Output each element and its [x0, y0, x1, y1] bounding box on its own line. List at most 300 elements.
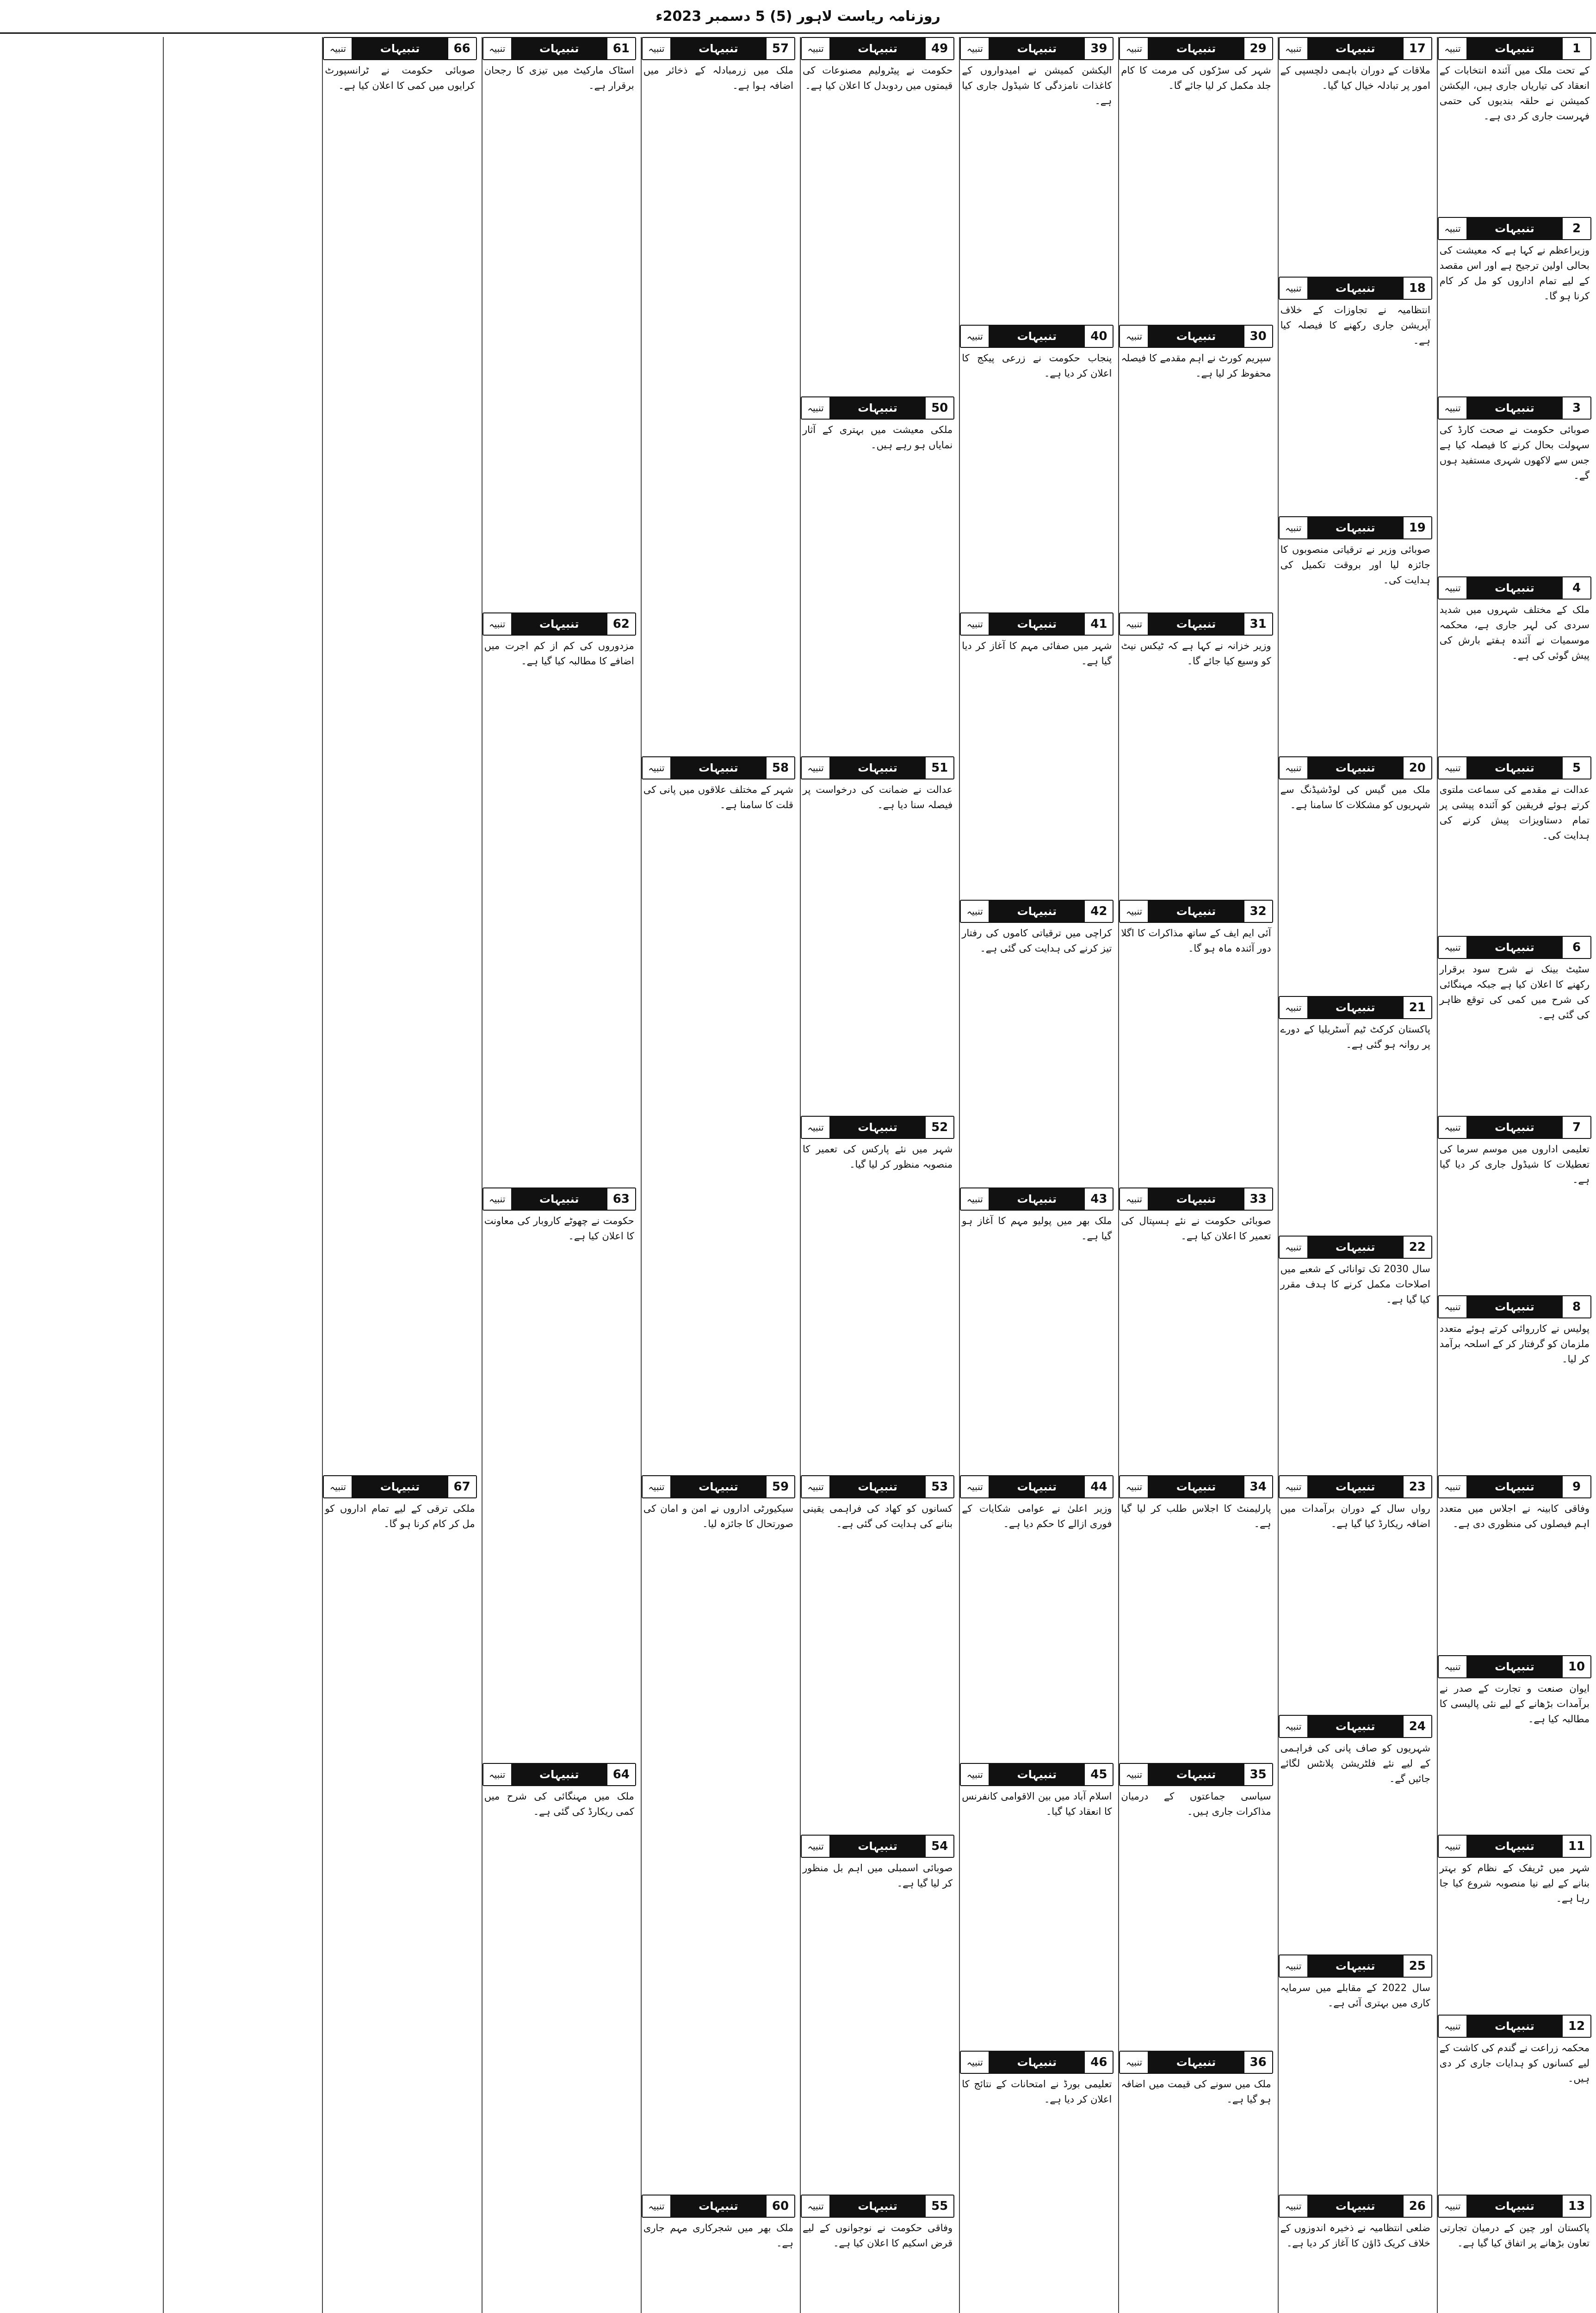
item-header — [960, 2051, 1113, 2074]
item-number: 36 — [1243, 2052, 1272, 2073]
item-text: شہر کی سڑکوں کی مرمت کا کام جلد مکمل کر لیا جائے گا۔ — [1121, 65, 1271, 91]
item-text: کراچی میں ترقیاتی کاموں کی رفتار تیز کرنے کی ہدایت کی گئی ہے۔ — [962, 928, 1112, 954]
item-header — [1279, 516, 1432, 539]
news-column — [1118, 37, 1273, 2313]
item-text: شہر میں ٹریفک کے نظام کو بہتر بنانے کے لیے نیا منصوبہ شروع کیا جا رہا ہے۔ — [1439, 1862, 1590, 1905]
short-label: تنبیہ — [961, 38, 990, 59]
item-header — [1119, 1187, 1273, 1211]
section-label: تنبیہات — [671, 1476, 766, 1497]
section-label: تنبیہات — [990, 38, 1084, 59]
item-number: 60 — [766, 2195, 794, 2217]
news-item — [801, 756, 954, 1112]
short-label: تنبیہ — [483, 38, 512, 59]
item-text: پنجاب حکومت نے زرعی پیکج کا اعلان کر دیا ہے۔ — [962, 352, 1112, 379]
item-text: صوبائی اسمبلی میں اہم بل منظور کر لیا گیا ہے۔ — [802, 1862, 953, 1889]
news-item — [1438, 217, 1591, 393]
item-number: 64 — [606, 1764, 635, 1785]
item-text: ملاقات کے دوران باہمی دلچسپی کے امور پر تبادلہ خیال کیا گیا۔ — [1280, 65, 1430, 91]
short-label: تنبیہ — [1439, 397, 1467, 419]
item-text: شہر میں نئے پارکس کی تعمیر کا منصوبہ منظور کر لیا گیا۔ — [802, 1143, 953, 1170]
news-item — [1119, 900, 1273, 1184]
section-label: تنبیہات — [830, 1836, 925, 1857]
item-header — [1279, 996, 1432, 1019]
item-number: 10 — [1562, 1656, 1590, 1677]
news-item — [1279, 1715, 1432, 1951]
news-item — [1279, 516, 1432, 752]
item-text: آئی ایم ایف کے ساتھ مذاکرات کا اگلا دور آئندہ ماہ ہو گا۔ — [1121, 928, 1271, 954]
item-number: 49 — [925, 38, 953, 59]
item-header — [483, 37, 636, 60]
item-number: 55 — [925, 2195, 953, 2217]
section-label: تنبیہات — [1467, 2016, 1562, 2037]
item-header — [801, 1475, 954, 1498]
section-label: تنبیہات — [1467, 38, 1562, 59]
news-item — [960, 1475, 1113, 1759]
short-label: تنبیہ — [1280, 38, 1308, 59]
item-number: 26 — [1403, 2195, 1431, 2217]
news-item — [1119, 1475, 1273, 1759]
news-item — [801, 2195, 954, 2313]
item-number: 58 — [766, 757, 794, 779]
item-text: کے تحت ملک میں آئندہ انتخابات کے انعقاد کی تیاریاں جاری ہیں، الیکشن کمیشن نے حلقہ بندیوں کی حتمی فہرست جاری کر دی ہے۔ — [1439, 65, 1590, 122]
news-item — [1119, 612, 1273, 897]
short-label: تنبیہ — [1439, 757, 1467, 779]
item-text: حکومت نے چھوٹے کاروبار کی معاونت کا اعلان کیا ہے۔ — [484, 1215, 634, 1242]
section-label: تنبیہات — [1467, 2195, 1562, 2217]
item-number: 62 — [606, 613, 635, 635]
item-text: ملکی معیشت میں بہتری کے آثار نمایاں ہو رہے ہیں۔ — [802, 424, 953, 451]
short-label: تنبیہ — [961, 326, 990, 347]
news-item — [1438, 936, 1591, 1112]
item-text: سال 2030 تک توانائی کے شعبے میں اصلاحات مکمل کرنے کا ہدف مقرر کیا گیا ہے۔ — [1280, 1263, 1430, 1305]
short-label: تنبیہ — [1280, 1955, 1308, 1977]
news-column — [959, 37, 1113, 2313]
item-header — [1279, 37, 1432, 60]
item-text: سٹیٹ بینک نے شرح سود برقرار رکھنے کا اعلان کیا ہے جبکہ مہنگائی کی شرح میں کمی کی توقع ظاہر کی گئی ہے۔ — [1439, 964, 1590, 1021]
short-label: تنبیہ — [1439, 1656, 1467, 1677]
news-item — [1438, 2015, 1591, 2191]
news-item — [1279, 756, 1432, 992]
section-label: تنبیہات — [512, 1764, 606, 1785]
item-text: صوبائی حکومت نے ٹرانسپورٹ کرایوں میں کمی کا اعلان کیا ہے۔ — [325, 65, 475, 91]
news-item — [483, 1187, 636, 1759]
section-label: تنبیہات — [1467, 937, 1562, 958]
item-text: ملک میں سونے کی قیمت میں اضافہ ہو گیا ہے۔ — [1121, 2078, 1271, 2105]
item-number: 63 — [606, 1188, 635, 1210]
item-header — [1279, 756, 1432, 779]
item-text: وفاقی کابینہ نے اجلاس میں متعدد اہم فیصلوں کی منظوری دی ہے۔ — [1439, 1503, 1590, 1529]
item-header — [1438, 1295, 1591, 1318]
section-label: تنبیہات — [990, 1188, 1084, 1210]
news-item — [1279, 996, 1432, 1232]
item-text: ملک میں گیس کی لوڈشیڈنگ سے شہریوں کو مشکلات کا سامنا ہے۔ — [1280, 784, 1430, 810]
short-label: تنبیہ — [1439, 577, 1467, 599]
section-label: تنبیہات — [1149, 1476, 1243, 1497]
short-label: تنبیہ — [1280, 278, 1308, 299]
section-label: تنبیہات — [1467, 1117, 1562, 1138]
section-label: تنبیہات — [1467, 218, 1562, 239]
short-label: تنبیہ — [1120, 2052, 1149, 2073]
item-header — [801, 1835, 954, 1858]
item-number: 51 — [925, 757, 953, 779]
short-label: تنبیہ — [1120, 326, 1149, 347]
item-text: مزدوروں کی کم از کم اجرت میں اضافے کا مطالبہ کیا گیا ہے۔ — [484, 640, 634, 667]
item-text: صوبائی وزیر نے ترقیاتی منصوبوں کا جائزہ لیا اور بروقت تکمیل کی ہدایت کی۔ — [1280, 544, 1430, 586]
item-number: 17 — [1403, 38, 1431, 59]
item-number: 23 — [1403, 1476, 1431, 1497]
section-label: تنبیہات — [1308, 2195, 1403, 2217]
item-number: 5 — [1562, 757, 1590, 779]
item-text: ایوان صنعت و تجارت کے صدر نے برآمدات بڑھانے کے لیے نئی پالیسی کا مطالبہ کیا ہے۔ — [1439, 1682, 1590, 1725]
item-text: عدالت نے ضمانت کی درخواست پر فیصلہ سنا دیا ہے۔ — [802, 784, 953, 810]
item-header — [1438, 217, 1591, 240]
section-label: تنبیہات — [1308, 1716, 1403, 1737]
short-label: تنبیہ — [1280, 1476, 1308, 1497]
item-number: 67 — [447, 1476, 476, 1497]
item-header — [642, 2195, 795, 2218]
item-number: 7 — [1562, 1117, 1590, 1138]
short-label: تنبیہ — [643, 2195, 671, 2217]
news-item — [642, 37, 795, 753]
news-item — [801, 396, 954, 752]
short-label: تنبیہ — [1439, 1296, 1467, 1317]
item-header — [642, 37, 795, 60]
short-label: تنبیہ — [1120, 1188, 1149, 1210]
short-label: تنبیہ — [1439, 1476, 1467, 1497]
item-header — [801, 37, 954, 60]
item-number: 45 — [1084, 1764, 1113, 1785]
section-label: تنبیہات — [1467, 1836, 1562, 1857]
short-label: تنبیہ — [802, 757, 830, 779]
news-column — [322, 37, 476, 2313]
item-number: 21 — [1403, 997, 1431, 1018]
short-label: تنبیہ — [1280, 757, 1308, 779]
item-number: 61 — [606, 38, 635, 59]
news-item — [1119, 1763, 1273, 2047]
section-label: تنبیہات — [1308, 278, 1403, 299]
short-label: تنبیہ — [802, 1476, 830, 1497]
item-text: صوبائی حکومت نے نئے ہسپتال کی تعمیر کا اعلان کیا ہے۔ — [1121, 1215, 1271, 1242]
news-item — [1279, 2195, 1432, 2313]
item-header — [1119, 1475, 1273, 1498]
news-item — [1438, 37, 1591, 213]
news-item — [960, 1763, 1113, 2047]
item-number: 43 — [1084, 1188, 1113, 1210]
news-item — [642, 1475, 795, 2191]
news-item — [960, 1187, 1113, 1472]
short-label: تنبیہ — [1120, 901, 1149, 922]
item-header — [960, 1187, 1113, 1211]
section-label: تنبیہات — [990, 326, 1084, 347]
section-label: تنبیہات — [512, 38, 606, 59]
item-header — [323, 1475, 476, 1498]
item-header — [1438, 1116, 1591, 1139]
news-item — [1119, 325, 1273, 609]
item-header — [1438, 2015, 1591, 2038]
item-header — [1438, 756, 1591, 779]
item-text: ضلعی انتظامیہ نے ذخیرہ اندوزوں کے خلاف کریک ڈاؤن کا آغاز کر دیا ہے۔ — [1280, 2222, 1430, 2249]
section-label: تنبیہات — [353, 38, 447, 59]
item-number: 59 — [766, 1476, 794, 1497]
short-label: تنبیہ — [324, 1476, 353, 1497]
news-column — [1278, 37, 1432, 2313]
news-item — [960, 325, 1113, 609]
short-label: تنبیہ — [802, 2195, 830, 2217]
news-item — [1279, 1475, 1432, 1711]
item-number: 41 — [1084, 613, 1113, 635]
news-item — [1119, 37, 1273, 321]
item-header — [1279, 2195, 1432, 2218]
item-text: ملک میں مہنگائی کی شرح میں کمی ریکارڈ کی گئی ہے۔ — [484, 1790, 634, 1817]
item-header — [960, 37, 1113, 60]
news-columns — [5, 37, 1591, 2313]
item-header — [1438, 396, 1591, 420]
news-item — [1279, 37, 1432, 273]
short-label: تنبیہ — [1280, 1237, 1308, 1258]
section-label: تنبیہات — [1308, 1237, 1403, 1258]
item-header — [1438, 1835, 1591, 1858]
masthead: روزنامہ ریاست لاہور (5) 5 دسمبر 2023ء — [0, 0, 1596, 34]
short-label: تنبیہ — [1439, 2016, 1467, 2037]
item-text: وزیراعظم نے کہا ہے کہ معیشت کی بحالی اولین ترجیح ہے اور اس مقصد کے لیے تمام اداروں کو مل کر کام کرنا ہو گا۔ — [1439, 244, 1590, 302]
news-item — [483, 37, 636, 609]
section-label: تنبیہات — [1308, 1476, 1403, 1497]
item-text: اسلام آباد میں بین الاقوامی کانفرنس کا انعقاد کیا گیا۔ — [962, 1790, 1112, 1817]
item-header — [960, 612, 1113, 636]
item-text: اسٹاک مارکیٹ میں تیزی کا رجحان برقرار ہے۔ — [484, 65, 634, 91]
section-label: تنبیہات — [830, 757, 925, 779]
short-label: تنبیہ — [1280, 2195, 1308, 2217]
section-label: تنبیہات — [1149, 613, 1243, 635]
item-header — [1279, 1475, 1432, 1498]
item-number: 2 — [1562, 218, 1590, 239]
news-item — [1279, 277, 1432, 513]
item-header — [1119, 1763, 1273, 1786]
item-number: 18 — [1403, 278, 1431, 299]
news-item — [1438, 576, 1591, 753]
item-header — [801, 2195, 954, 2218]
item-header — [1438, 936, 1591, 959]
item-text: پارلیمنٹ کا اجلاس طلب کر لیا گیا ہے۔ — [1121, 1503, 1271, 1529]
news-column — [800, 37, 954, 2313]
news-item — [801, 1475, 954, 1831]
news-column — [482, 37, 636, 2313]
item-number: 9 — [1562, 1476, 1590, 1497]
short-label: تنبیہ — [483, 1764, 512, 1785]
item-header — [642, 1475, 795, 1498]
item-header — [1119, 900, 1273, 923]
item-text: پاکستان کرکٹ ٹیم آسٹریلیا کے دورے پر روانہ ہو گئی ہے۔ — [1280, 1023, 1430, 1050]
short-label: تنبیہ — [643, 1476, 671, 1497]
section-label: تنبیہات — [990, 901, 1084, 922]
item-header — [483, 612, 636, 636]
section-label: تنبیہات — [990, 1476, 1084, 1497]
section-label: تنبیہات — [1308, 1955, 1403, 1977]
section-label: تنبیہات — [1467, 1656, 1562, 1677]
item-text: ملک کے مختلف شہروں میں شدید سردی کی لہر جاری ہے، محکمہ موسمیات نے آئندہ ہفتے بارش کی پیش گوئی کی ہے۔ — [1439, 604, 1590, 661]
item-text: شہریوں کو صاف پانی کی فراہمی کے لیے نئے فلٹریشن پلانٹس لگائے جائیں گے۔ — [1280, 1743, 1430, 1785]
item-header — [801, 1116, 954, 1139]
short-label: تنبیہ — [1439, 218, 1467, 239]
item-header — [960, 325, 1113, 348]
section-label: تنبیہات — [1467, 1476, 1562, 1497]
item-number: 53 — [925, 1476, 953, 1497]
item-number: 3 — [1562, 397, 1590, 419]
item-header — [801, 396, 954, 420]
section-label: تنبیہات — [671, 2195, 766, 2217]
news-column — [5, 37, 158, 2313]
news-item — [960, 612, 1113, 897]
news-item — [960, 37, 1113, 321]
short-label: تنبیہ — [1280, 1716, 1308, 1737]
item-number: 13 — [1562, 2195, 1590, 2217]
section-label: تنبیہات — [830, 38, 925, 59]
item-header — [1438, 37, 1591, 60]
section-label: تنبیہات — [830, 2195, 925, 2217]
news-column — [641, 37, 795, 2313]
short-label: تنبیہ — [1439, 937, 1467, 958]
section-label: تنبیہات — [1308, 757, 1403, 779]
item-header — [1438, 2195, 1591, 2218]
item-header — [1438, 1655, 1591, 1678]
item-header — [960, 1763, 1113, 1786]
short-label: تنبیہ — [643, 757, 671, 779]
item-header — [1279, 1715, 1432, 1738]
item-number: 54 — [925, 1836, 953, 1857]
item-number: 30 — [1243, 326, 1272, 347]
short-label: تنبیہ — [483, 613, 512, 635]
short-label: تنبیہ — [1439, 2195, 1467, 2217]
section-label: تنبیہات — [1149, 901, 1243, 922]
section-label: تنبیہات — [990, 613, 1084, 635]
short-label: تنبیہ — [961, 1476, 990, 1497]
short-label: تنبیہ — [1120, 1764, 1149, 1785]
news-item — [1279, 1954, 1432, 2190]
item-number: 8 — [1562, 1296, 1590, 1317]
short-label: تنبیہ — [1439, 1836, 1467, 1857]
short-label: تنبیہ — [802, 1117, 830, 1138]
item-header — [1119, 37, 1273, 60]
news-item — [801, 37, 954, 393]
item-text: ملک بھر میں پولیو مہم کا آغاز ہو گیا ہے۔ — [962, 1215, 1112, 1242]
section-label: تنبیہات — [512, 613, 606, 635]
news-item — [1438, 2195, 1591, 2313]
item-number: 12 — [1562, 2016, 1590, 2037]
item-number: 52 — [925, 1117, 953, 1138]
section-label: تنبیہات — [671, 38, 766, 59]
item-number: 39 — [1084, 38, 1113, 59]
section-label: تنبیہات — [1149, 326, 1243, 347]
item-text: وزیر خزانہ نے کہا ہے کہ ٹیکس نیٹ کو وسیع کیا جائے گا۔ — [1121, 640, 1271, 667]
item-header — [1438, 1475, 1591, 1498]
item-text: انتظامیہ نے تجاوزات کے خلاف آپریشن جاری رکھنے کا فیصلہ کیا ہے۔ — [1280, 304, 1430, 346]
news-item — [801, 1116, 954, 1472]
item-number: 32 — [1243, 901, 1272, 922]
item-text: تعلیمی بورڈ نے امتحانات کے نتائج کا اعلان کر دیا ہے۔ — [962, 2078, 1112, 2105]
item-number: 6 — [1562, 937, 1590, 958]
item-number: 34 — [1243, 1476, 1272, 1497]
item-number: 1 — [1562, 38, 1590, 59]
news-item — [483, 612, 636, 1184]
item-number: 4 — [1562, 577, 1590, 599]
item-text: وزیر اعلیٰ نے عوامی شکایات کے فوری ازالے کا حکم دیا ہے۔ — [962, 1503, 1112, 1529]
section-label: تنبیہات — [1467, 397, 1562, 419]
section-label: تنبیہات — [671, 757, 766, 779]
item-text: سپریم کورٹ نے اہم مقدمے کا فیصلہ محفوظ کر لیا ہے۔ — [1121, 352, 1271, 379]
section-label: تنبیہات — [1149, 1764, 1243, 1785]
item-text: پولیس نے کارروائی کرتے ہوئے متعدد ملزمان کو گرفتار کر کے اسلحہ برآمد کر لیا۔ — [1439, 1323, 1590, 1365]
item-number: 40 — [1084, 326, 1113, 347]
item-header — [960, 1475, 1113, 1498]
section-label: تنبیہات — [1149, 38, 1243, 59]
item-text: شہر میں صفائی مہم کا آغاز کر دیا گیا ہے۔ — [962, 640, 1112, 667]
item-text: ملک بھر میں شجرکاری مہم جاری ہے۔ — [643, 2222, 793, 2249]
section-label: تنبیہات — [1467, 1296, 1562, 1317]
news-item — [323, 1475, 476, 2313]
item-number: 22 — [1403, 1237, 1431, 1258]
short-label: تنبیہ — [961, 1188, 990, 1210]
section-label: تنبیہات — [830, 397, 925, 419]
item-text: سال 2022 کے مقابلے میں سرمایہ کاری میں بہتری آئی ہے۔ — [1280, 1982, 1430, 2009]
short-label: تنبیہ — [324, 38, 353, 59]
item-header — [1119, 325, 1273, 348]
item-number: 31 — [1243, 613, 1272, 635]
news-item — [483, 1763, 636, 2313]
short-label: تنبیہ — [483, 1188, 512, 1210]
news-item — [642, 756, 795, 1472]
item-header — [960, 900, 1113, 923]
short-label: تنبیہ — [1120, 613, 1149, 635]
short-label: تنبیہ — [1120, 1476, 1149, 1497]
item-text: رواں سال کے دوران برآمدات میں اضافہ ریکارڈ کیا گیا ہے۔ — [1280, 1503, 1430, 1530]
short-label: تنبیہ — [802, 1836, 830, 1857]
section-label: تنبیہات — [1149, 1188, 1243, 1210]
news-item — [323, 37, 476, 1472]
short-label: تنبیہ — [1439, 1117, 1467, 1138]
item-text: سیکیورٹی اداروں نے امن و امان کی صورتحال کا جائزہ لیا۔ — [643, 1503, 793, 1529]
short-label: تنبیہ — [802, 397, 830, 419]
news-item — [1438, 1116, 1591, 1292]
item-text: سیاسی جماعتوں کے درمیان مذاکرات جاری ہیں۔ — [1121, 1790, 1271, 1817]
section-label: تنبیہات — [1467, 577, 1562, 599]
news-item — [642, 2195, 795, 2313]
item-header — [1119, 612, 1273, 636]
section-label: تنبیہات — [830, 1476, 925, 1497]
section-label: تنبیہات — [1308, 38, 1403, 59]
item-text: ملکی ترقی کے لیے تمام اداروں کو مل کر کام کرنا ہو گا۔ — [325, 1503, 475, 1529]
news-item — [1438, 1295, 1591, 1472]
news-item — [1438, 396, 1591, 573]
item-header — [1438, 576, 1591, 600]
news-item — [1438, 1835, 1591, 2011]
short-label: تنبیہ — [1439, 38, 1467, 59]
item-text: ملک میں زرمبادلہ کے ذخائر میں اضافہ ہوا ہے۔ — [643, 65, 793, 91]
short-label: تنبیہ — [961, 613, 990, 635]
item-number: 29 — [1243, 38, 1272, 59]
item-header — [483, 1763, 636, 1786]
item-number: 42 — [1084, 901, 1113, 922]
item-number: 20 — [1403, 757, 1431, 779]
item-number: 19 — [1403, 517, 1431, 538]
item-header — [1279, 1236, 1432, 1259]
news-item — [1279, 1236, 1432, 1472]
news-item — [1119, 1187, 1273, 1472]
item-number: 11 — [1562, 1836, 1590, 1857]
item-number: 33 — [1243, 1188, 1272, 1210]
short-label: تنبیہ — [1120, 38, 1149, 59]
short-label: تنبیہ — [643, 38, 671, 59]
item-text: عدالت نے مقدمے کی سماعت ملتوی کرتے ہوئے فریقین کو آئندہ پیشی پر تمام دستاویزات پیش کرنے کی ہدایت کی۔ — [1439, 784, 1590, 841]
